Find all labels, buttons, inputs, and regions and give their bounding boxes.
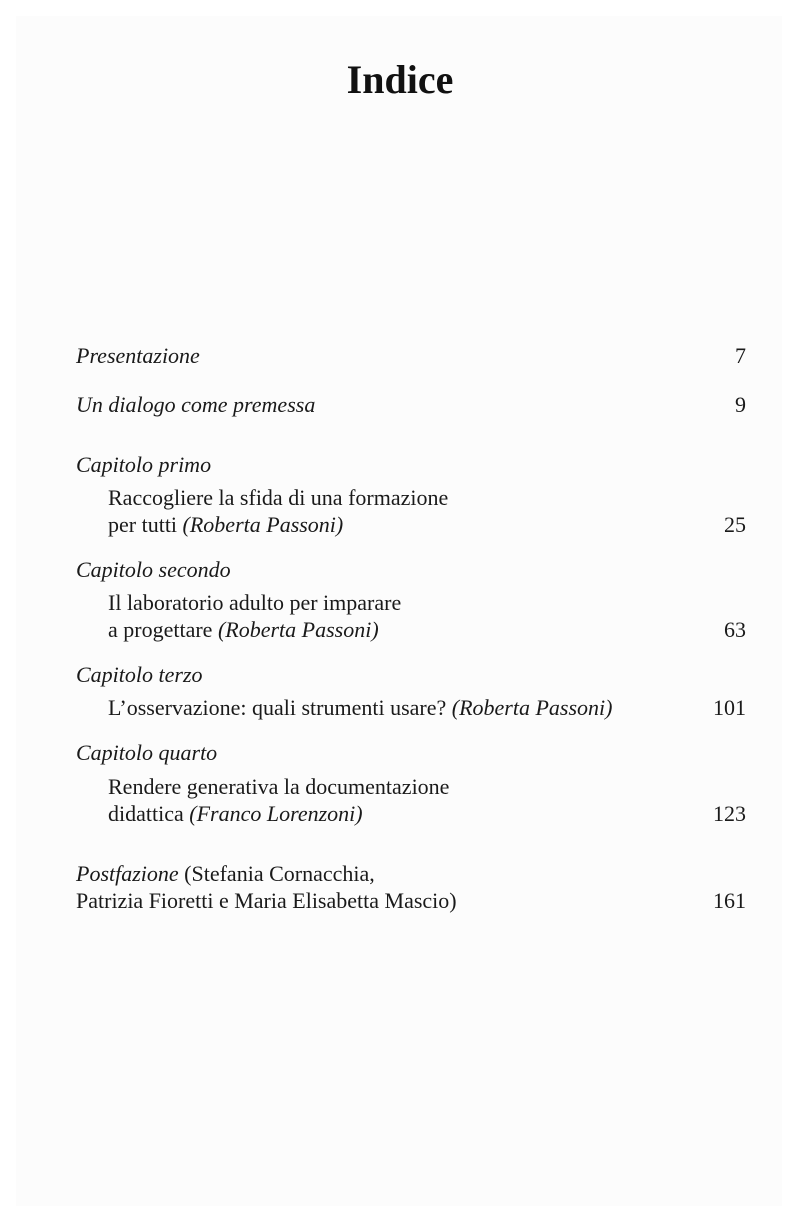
page-title: Indice	[346, 57, 454, 102]
chapter-heading-2: Capitolo secondo	[76, 557, 231, 582]
chapter-title-text: L’osservazione: quali strumenti usare?	[108, 695, 447, 720]
chapter-title-text: per tutti	[108, 512, 178, 537]
toc-page-number: 7	[735, 343, 746, 368]
toc-page-number: 9	[735, 392, 746, 417]
chapter-title-text: didattica	[108, 801, 184, 826]
toc-entry-label: Un dialogo come premessa	[76, 392, 316, 417]
toc-entry-presentazione	[76, 343, 746, 369]
toc-entry-label: Presentazione	[76, 343, 200, 368]
chapter-title-line-1: Il laboratorio adulto per imparare	[108, 590, 402, 615]
toc-page-number: 161	[713, 888, 746, 913]
chapter-title-line-1: Rendere generativa la documentazione	[108, 774, 450, 799]
chapter-title-line-1	[108, 695, 746, 721]
chapter-title-line-2	[108, 617, 746, 643]
chapter-author: (Roberta Passoni)	[217, 617, 379, 642]
chapter-title-text: a progettare	[108, 617, 213, 642]
toc-entry-postfazione-line-2	[76, 888, 746, 914]
toc-page-number: 101	[713, 695, 746, 720]
chapter-title-line-2	[108, 512, 746, 538]
postfazione-authors-line-1: (Stefania Cornacchia,	[184, 861, 375, 886]
chapter-title-line-1: Raccogliere la sfida di una formazione	[108, 485, 449, 510]
chapter-heading-3: Capitolo terzo	[76, 662, 203, 687]
postfazione-authors-line-2: Patrizia Fioretti e Maria Elisabetta Mascio)	[76, 888, 457, 913]
chapter-author: (Roberta Passoni)	[182, 512, 344, 537]
toc-entry-dialogo	[76, 392, 746, 418]
chapter-author: (Franco Lorenzoni)	[189, 801, 363, 826]
toc-page-number: 123	[713, 801, 746, 826]
chapter-title-line-2	[108, 801, 746, 827]
toc-page-number: 63	[724, 617, 746, 642]
chapter-author: (Roberta Passoni)	[451, 695, 613, 720]
chapter-heading-4: Capitolo quarto	[76, 740, 218, 765]
toc-entry-label: Postfazione	[76, 861, 179, 886]
chapter-heading-1: Capitolo primo	[76, 452, 212, 477]
toc-page-number: 25	[724, 512, 746, 537]
toc-entry-postfazione	[76, 861, 746, 887]
